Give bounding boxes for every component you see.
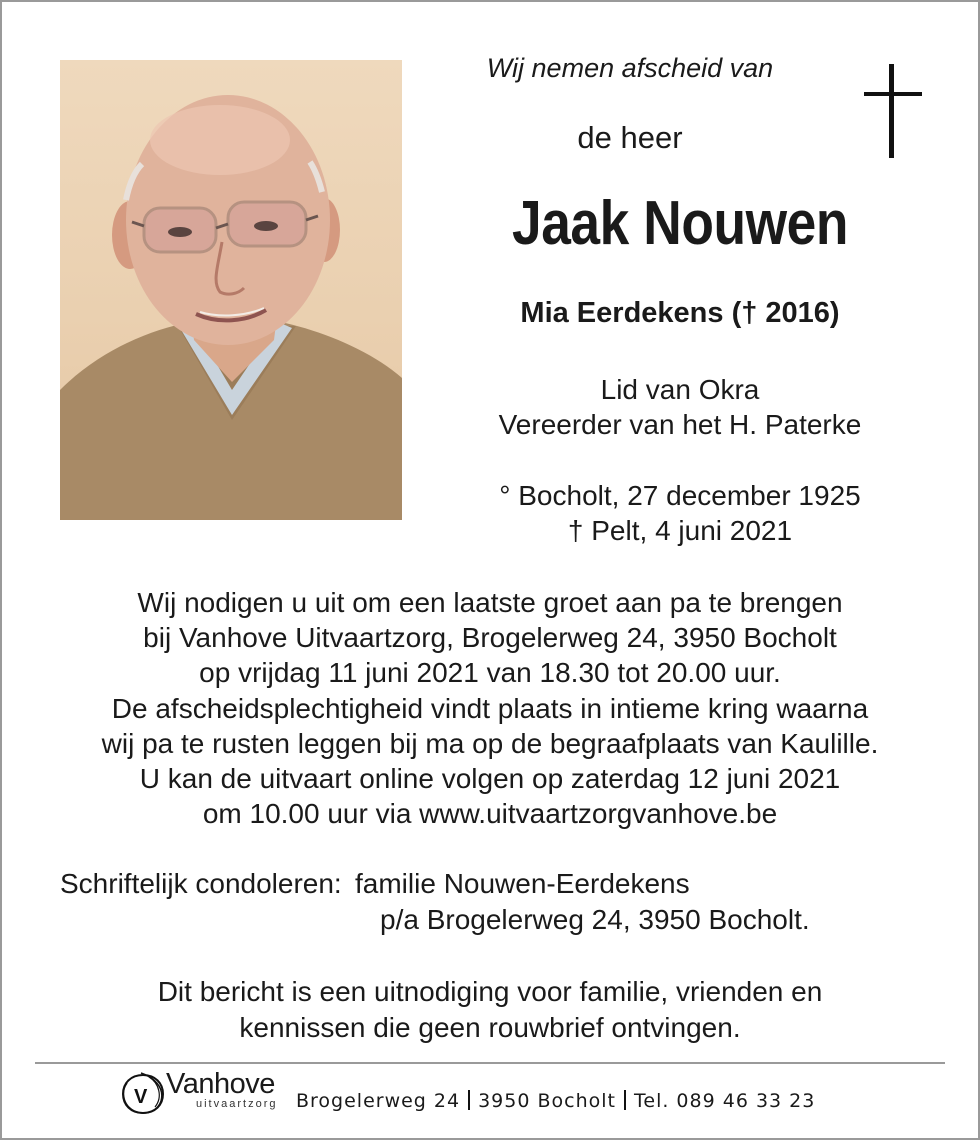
invitation-line: Wij nodigen u uit om een laatste groet aan pa te brengen <box>137 587 843 618</box>
closing-line: kennissen die geen rouwbrief ontvingen. <box>239 1012 741 1043</box>
footer-separator <box>624 1090 626 1110</box>
cross-icon <box>864 64 922 158</box>
membership-line: Vereerder van het H. Paterke <box>498 409 862 440</box>
portrait-illustration <box>60 60 402 520</box>
invitation-line: De afscheidsplechtigheid vindt plaats in intieme kring waarna <box>111 693 869 724</box>
membership-line: Lid van Okra <box>600 374 760 405</box>
portrait-photo <box>60 60 402 520</box>
vanhove-logo-icon <box>119 1071 167 1117</box>
condolence-address: p/a Brogelerweg 24, 3950 Bocholt. <box>380 904 810 935</box>
logo-letter: V <box>134 1086 148 1108</box>
footer-brand-sub: uitvaartzorg <box>196 1098 278 1110</box>
footer-separator <box>468 1090 470 1110</box>
death-line: † Pelt, 4 juni 2021 <box>567 515 793 546</box>
condolence-family: familie Nouwen-Eerdekens <box>355 868 690 899</box>
condolence-label: Schriftelijk condoleren: <box>60 868 342 899</box>
footer-contact <box>296 1090 815 1112</box>
invitation-line: wij pa te rusten leggen bij ma op de begraafplaats van Kaulille. <box>101 728 879 759</box>
footer-divider <box>35 1062 945 1064</box>
invitation-line: op vrijdag 11 juni 2021 van 18.30 tot 20.00 uur. <box>199 657 781 688</box>
invitation-line: om 10.00 uur via www.uitvaartzorgvanhove.be <box>202 798 778 829</box>
deceased-name: Jaak Nouwen <box>511 189 849 258</box>
footer-phone: Tel. 089 46 33 23 <box>634 1090 816 1112</box>
footer-city: 3950 Bocholt <box>478 1090 616 1112</box>
partner-name: Mia Eerdekens († 2016) <box>520 297 840 329</box>
honorific: de heer <box>577 120 683 155</box>
invitation-line: U kan de uitvaart online volgen op zaterdag 12 juni 2021 <box>139 763 841 794</box>
footer-brand: Vanhove <box>166 1068 275 1100</box>
birth-line: ° Bocholt, 27 december 1925 <box>499 480 861 511</box>
intro-text: Wij nemen afscheid van <box>486 53 774 83</box>
footer-address: Brogelerweg 24 <box>296 1090 461 1112</box>
closing-line: Dit bericht is een uitnodiging voor familie, vrienden en <box>157 976 823 1007</box>
invitation-line: bij Vanhove Uitvaartzorg, Brogelerweg 24, 3950 Bocholt <box>143 622 837 653</box>
